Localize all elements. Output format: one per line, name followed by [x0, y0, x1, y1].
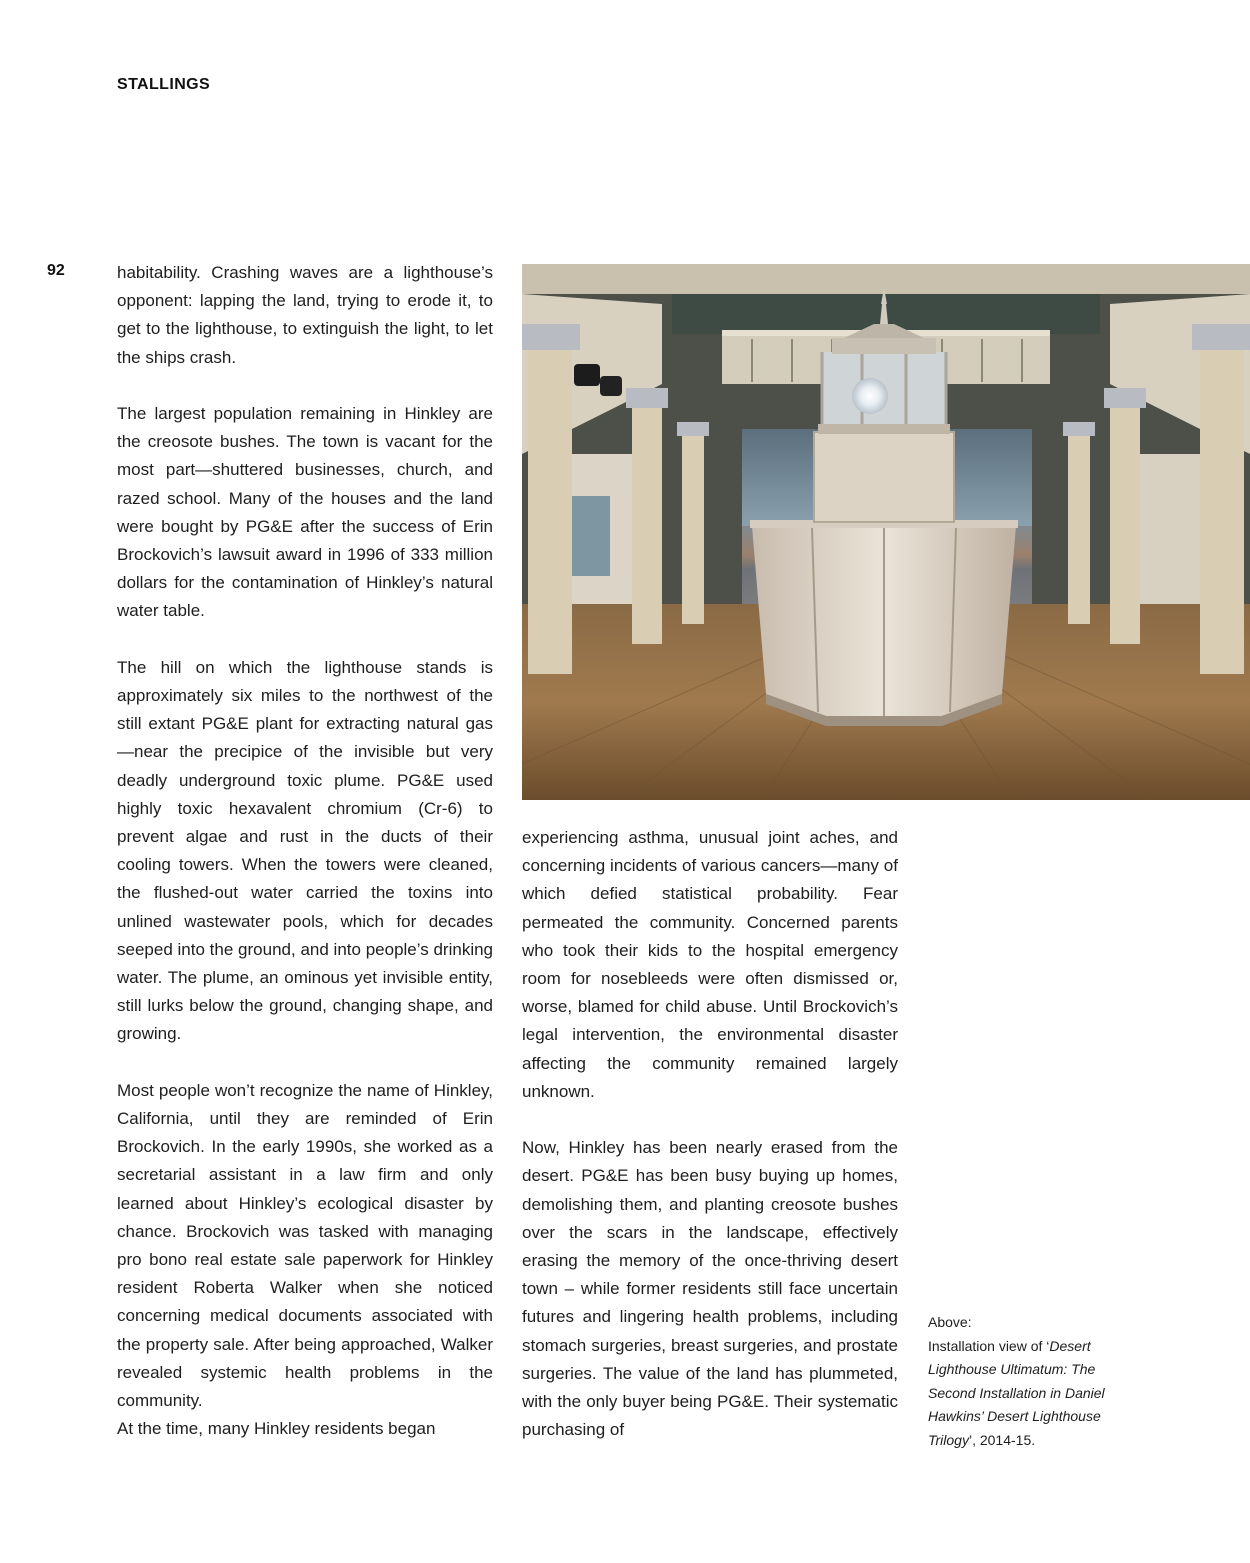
left-text-column: [117, 259, 493, 1443]
paragraph: experiencing asthma, unusual joint aches, and concerning incidents of various cancers—many of which defied statistical probability. Fear permeated the community. Concerned parents who took their kids to the hospital emergency room for nosebleeds were often dismissed or, worse, blamed for child abuse. Until Brockovich’s legal intervention, the environmental disaster affecting the community remained largely unknown.: [522, 828, 898, 1101]
middle-text-column: [522, 824, 898, 1444]
caption-prefix: Installation view of ‘: [928, 1337, 1050, 1354]
paragraph: At the time, many Hinkley residents began: [117, 1419, 436, 1439]
lighthouse-installation-illustration: [522, 264, 1250, 800]
paragraph: The hill on which the lighthouse stands is approximately six miles to the northwest of the still extant PG&E plant for extracting natural gas—near the precipice of the invisible but very deadly underground toxic plume. PG&E used highly toxic hexavalent chromium (Cr-6) to prevent algae and rust in the ducts of their cooling towers. When the towers were cleaned, the flushed-out water carried the toxins into unlined wastewater pools, which for decades seeped into the ground, and into people’s drinking water. The plume, an ominous yet invisible entity, still lurks below the ground, changing shape, and growing.: [117, 657, 493, 1044]
caption-body: [928, 1335, 1138, 1453]
caption-label: Above:: [928, 1314, 972, 1330]
caption-title: Desert Lighthouse Ultimatum: The Second Installation in Daniel Hawkins’ Desert Lighthouse Trilogy: [928, 1337, 1105, 1448]
photo-caption: [928, 1311, 1138, 1453]
page-number: 92: [47, 262, 65, 279]
running-head: STALLINGS: [117, 76, 211, 93]
paragraph: The largest population remaining in Hinkley are the creosote bushes. The town is vacant for the most part—shuttered businesses, church, and razed school. Many of the houses and the land were bought by PG&E after the success of Erin Brockovich’s lawsuit award in 1996 of 333 million dollars for the contamination of Hinkley’s natural water table.: [117, 404, 493, 621]
paragraph: Most people won’t recognize the name of Hinkley, California, until they are reminded of Erin Brockovich. In the early 1990s, she worked as a secretarial assistant in a law firm and only learned about Hinkley’s ecological disaster by chance. Brockovich was tasked with managing pro bono real estate sale paperwork for Hinkley resident Roberta Walker when she noticed concerning medical documents associated with the property sale. After being approached, Walker revealed systemic health problems in the community.: [117, 1080, 493, 1411]
caption-suffix: ’, 2014-15.: [968, 1431, 1036, 1448]
paragraph: Now, Hinkley has been nearly erased from the desert. PG&E has been busy buying up homes, demolishing them, and planting creosote bushes over the scars in the landscape, effectively erasing the memory of the once-thriving desert town – while former residents still face uncertain futures and lingering health problems, including stomach surgeries, breast surgeries, and prostate surgeries. The value of the land has plummeted, with the only buyer being PG&E. Their systematic purchasing of: [522, 1138, 898, 1440]
installation-photo: [522, 264, 1250, 800]
paragraph: habitability. Crashing waves are a lighthouse’s opponent: lapping the land, trying to erode it, to get to the lighthouse, to extinguish the light, to let the ships crash.: [117, 263, 493, 367]
